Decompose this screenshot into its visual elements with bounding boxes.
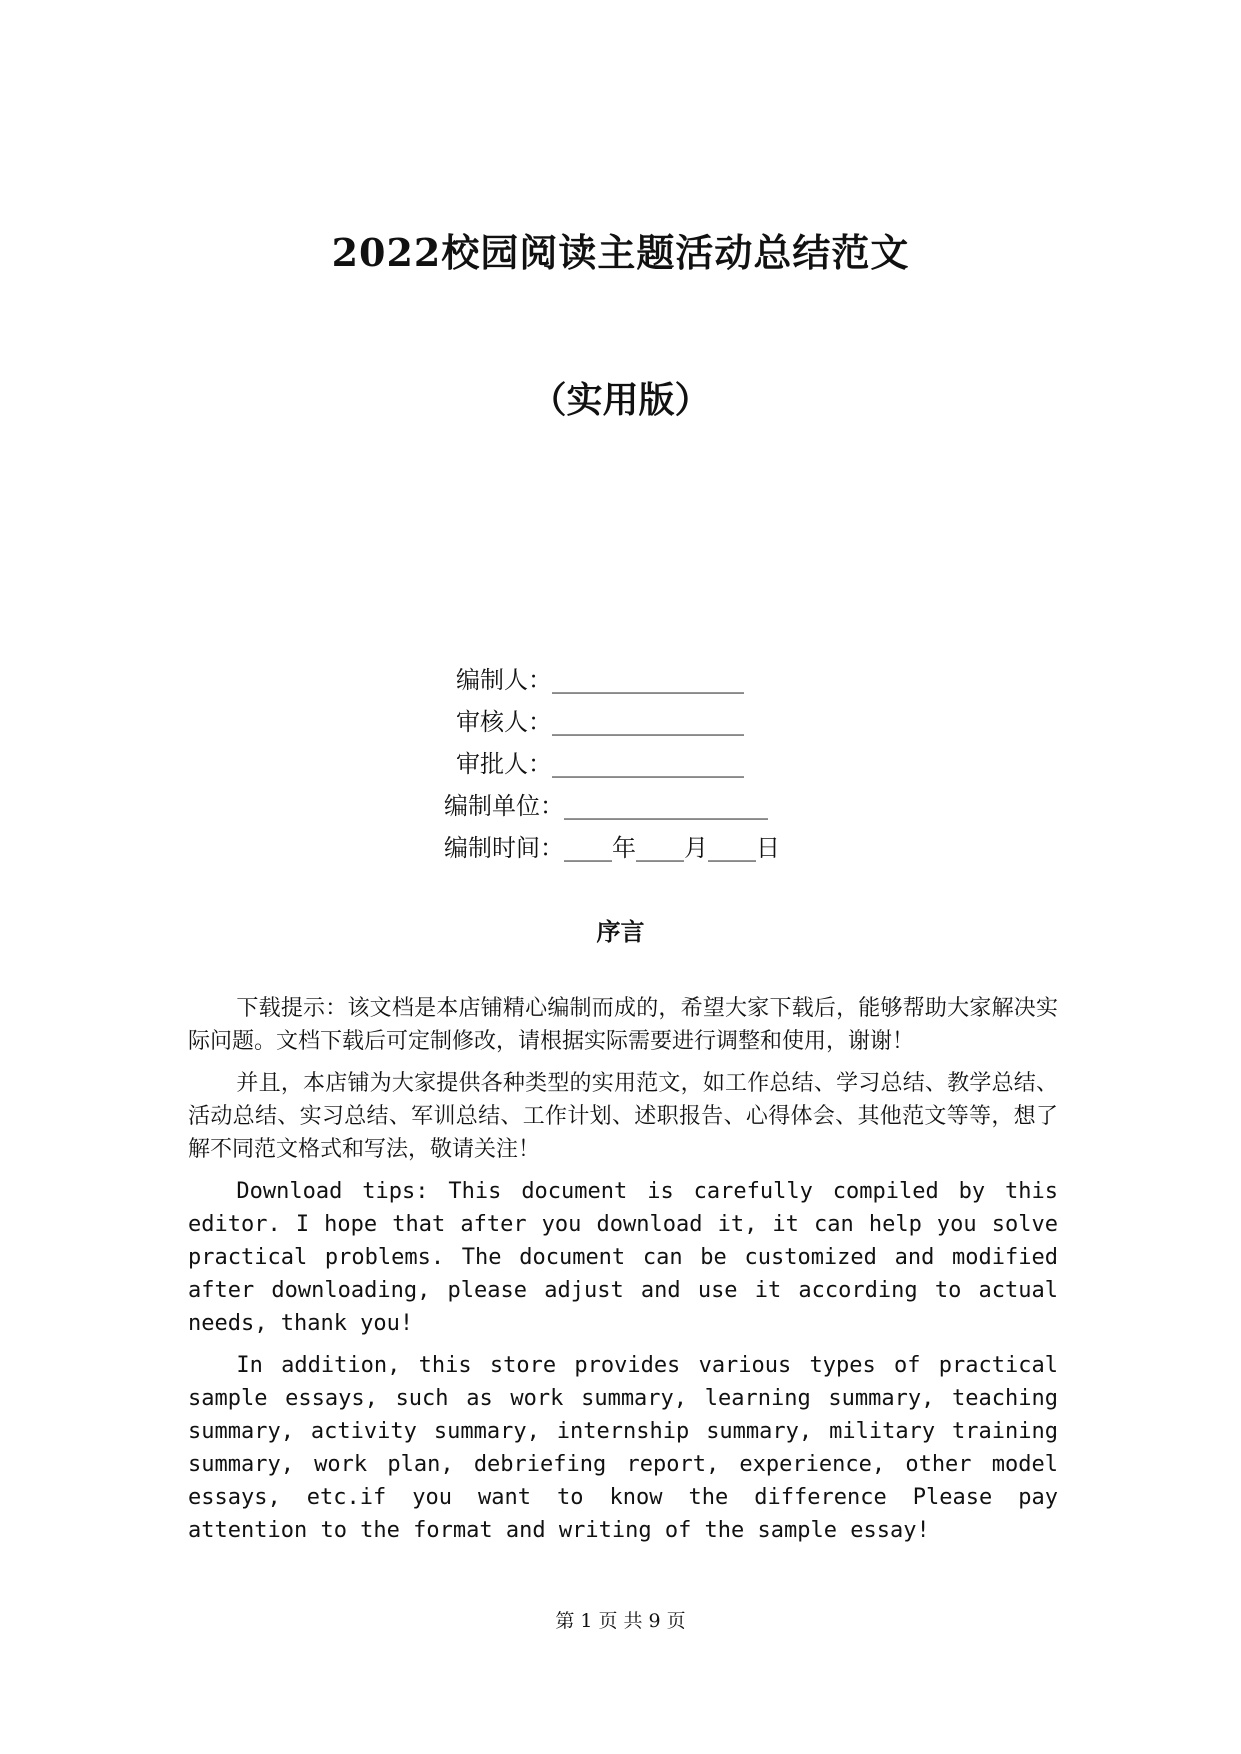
paragraph-download-tip-en: Download tips: This document is carefully compiled by this editor. I hope that after you download it, it can help you solve practical problems. The document can be customized and modified after downloading, please adjust and use it according to actual needs, thank you!	[188, 1179, 1058, 1336]
unit-row	[444, 786, 768, 826]
compiler-label: 编制人：	[456, 666, 552, 694]
approver-label: 审批人：	[456, 750, 552, 778]
paragraph-store-info-cn: 并且，本店铺为大家提供各种类型的实用范文，如工作总结、学习总结、教学总结、活动总结、实习总结、军训总结、工作计划、述职报告、心得体会、其他范文等等，想了解不同范文格式和写法，敬请关注！	[188, 1071, 1058, 1162]
reviewer-row	[456, 702, 744, 742]
reviewer-label: 审核人：	[456, 708, 552, 736]
reviewer-blank: ________________	[552, 708, 744, 736]
approver-blank: ________________	[552, 750, 744, 778]
unit-label: 编制单位：	[444, 792, 564, 820]
preface-heading: 序言	[596, 917, 645, 946]
page-footer: 第 1 页 共 9 页	[555, 1610, 686, 1632]
compiler-row	[456, 660, 744, 700]
paragraph-store-info-en: In addition, this store provides various types of practical sample essays, such as work summary, learning summary, teaching summary, activity summary, internship summary, military training summary, work plan, debriefing report, experience, other model essays, etc.if you want to know the difference Please pay attention to the format and writing of the sample essay!	[188, 1353, 1058, 1543]
time-label: 编制时间：	[444, 834, 564, 862]
paragraph-download-tip-cn: 下载提示：该文档是本店铺精心编制而成的，希望大家下载后，能够帮助大家解决实际问题。文档下载后可定制修改，请根据实际需要进行调整和使用，谢谢！	[188, 996, 1058, 1054]
document-title: 2022校园阅读主题活动总结范文	[331, 230, 910, 275]
compiler-blank: ________________	[552, 666, 744, 694]
time-blank: ____年____月____日	[564, 834, 780, 862]
preface-body	[188, 992, 1058, 1556]
unit-blank: _________________	[564, 792, 768, 820]
approver-row	[456, 744, 744, 784]
time-row	[444, 828, 780, 868]
document-subtitle: （实用版）	[530, 379, 711, 421]
